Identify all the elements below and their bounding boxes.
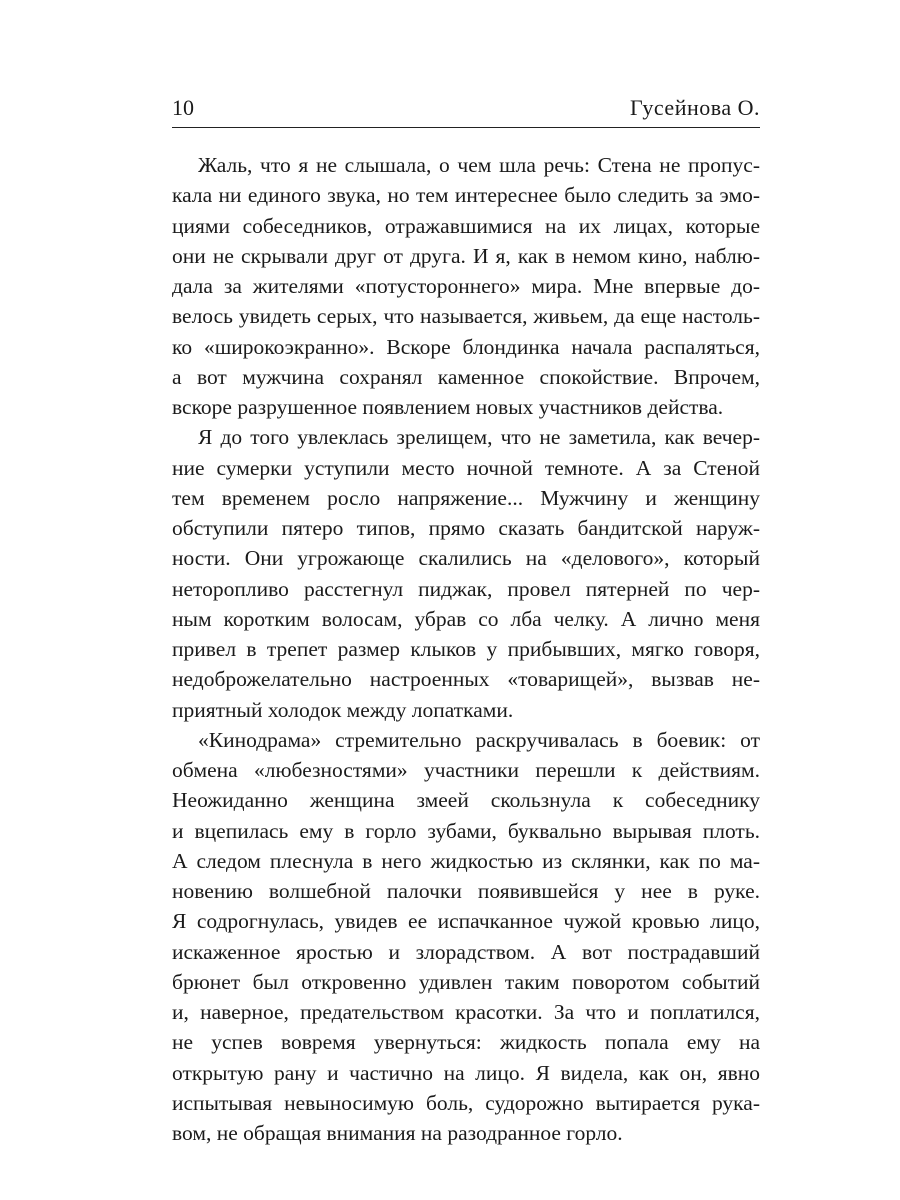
text-line: приятный холодок между лопатками. [172, 697, 514, 722]
text-line: обмена «любезностями» участники перешли к действиям. [172, 758, 760, 782]
body-text [172, 150, 760, 1148]
text-line: и вцепилась ему в горло зубами, буквально вырывая плоть. [172, 818, 760, 843]
text-line: а вот мужчина сохранял каменное спокойствие. Впрочем, [172, 364, 760, 389]
running-head-author: Гусейнова О. [630, 95, 760, 120]
text-line: циями собеседников, отражавшимися на их лицах, которые [172, 213, 760, 238]
running-head [172, 93, 760, 123]
text-line: вскоре разрушенное появлением новых участников действа. [172, 395, 724, 419]
text-line: «Кинодрама» стремительно раскручивалась в боевик: от [198, 727, 760, 752]
text-line: велось увидеть серых, что называется, живьем, да еще настоль- [172, 304, 760, 329]
text-line: Неожиданно женщина змеей скользнула к собеседнику [172, 788, 760, 813]
text-line: недоброжелательно настроенных «товарищей», вызвав не- [172, 667, 760, 692]
text-line: не успев вовремя увернуться: жидкость попала ему на [172, 1030, 760, 1055]
text-line: обступили пятеро типов, прямо сказать бандитской наруж- [172, 516, 760, 540]
text-line: привел в трепет размер клыков у прибывших, мягко говоря, [172, 637, 760, 661]
text-line: дала за жителями «потустороннего» мира. Мне впервые до- [172, 274, 760, 298]
text-line: ко «широкоэкранно». Вскоре блондинка начала распаляться, [172, 334, 760, 359]
text-line: тем временем росло напряжение... Мужчину и женщину [172, 485, 760, 510]
text-line: кала ни единого звука, но тем интереснее было следить за эмо- [172, 183, 760, 208]
text-line: открытую рану и частично на лицо. Я видела, как он, явно [172, 1060, 760, 1085]
text-line: ным коротким волосам, убрав со лба челку. А лично меня [172, 606, 760, 631]
text-line: новению волшебной палочки появившейся у нее в руке. [172, 879, 760, 903]
text-line: Я до того увлеклась зрелищем, что не заметила, как вечер- [198, 425, 760, 450]
text-line: ности. Они угрожающе скалились на «делового», который [172, 546, 760, 571]
text-line: А следом плеснула в него жидкостью из склянки, как по ма- [172, 848, 760, 873]
page-number: 10 [172, 95, 194, 120]
text-line: Жаль, что я не слышала, о чем шла речь: Стена не пропус- [198, 153, 760, 177]
text-line: Я содрогнулась, увидев ее испачканное чужой кровью лицо, [172, 909, 760, 934]
text-line: они не скрывали друг от друга. И я, как в немом кино, наблю- [172, 243, 760, 268]
text-line: искаженное яростью и злорадством. А вот пострадавший [172, 939, 760, 964]
text-line: ние сумерки уступили место ночной темноте. А за Стеной [172, 455, 760, 480]
text-line: испытывая невыносимую боль, судорожно вытирается рука- [172, 1090, 760, 1115]
text-line: брюнет был откровенно удивлен таким поворотом событий [172, 969, 760, 994]
header-divider [172, 127, 760, 128]
text-line: и, наверное, предательством красотки. За что и поплатился, [172, 1000, 760, 1024]
text-line: вом, не обращая внимания на разодранное горло. [172, 1121, 623, 1145]
text-line: неторопливо расстегнул пиджак, провел пятерней по чер- [172, 576, 760, 601]
